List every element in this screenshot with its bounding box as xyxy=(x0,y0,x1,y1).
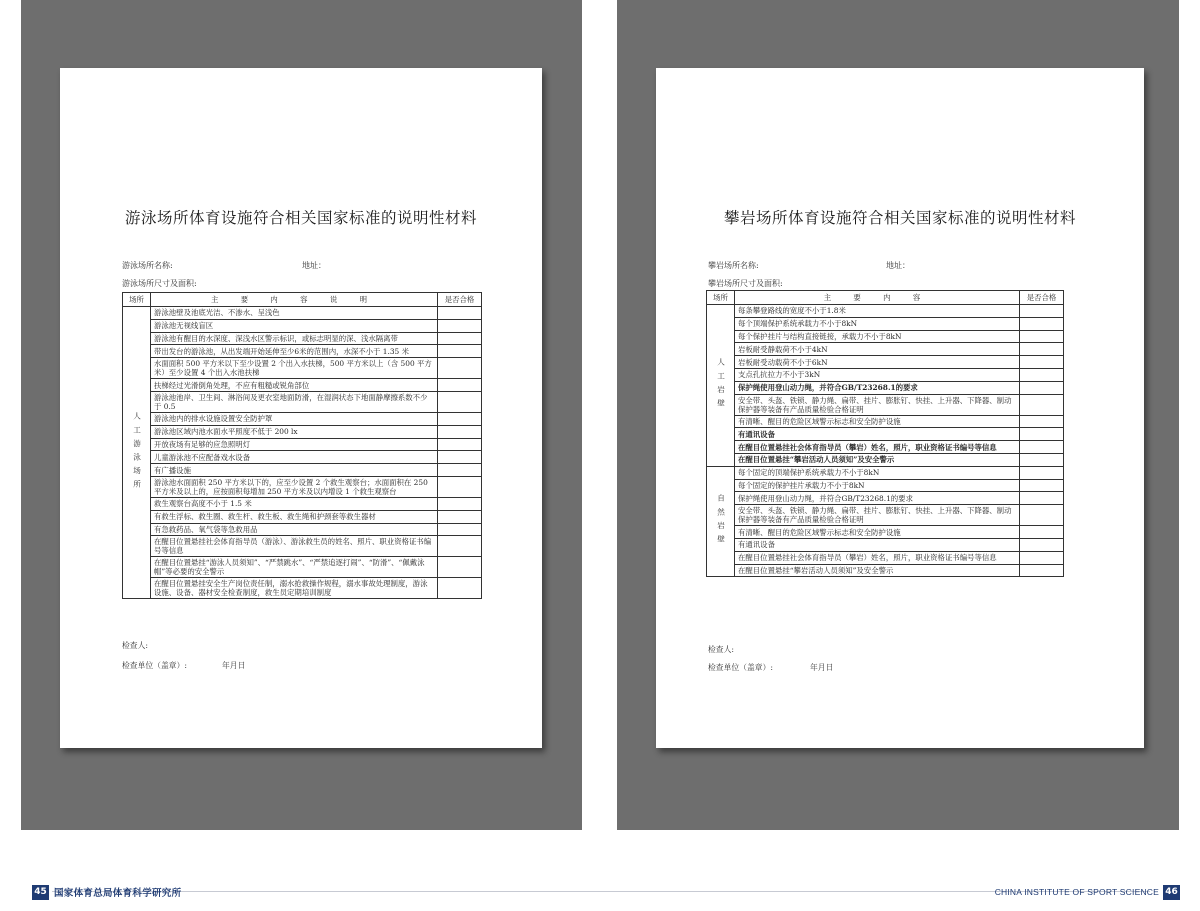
requirement-cell: 扶梯经过光滑倒角处理，不应有粗糙或锐角部位 xyxy=(151,379,438,392)
table-row xyxy=(707,538,1064,551)
venue-type-cell: 自然岩壁 xyxy=(707,466,735,577)
pass-cell[interactable] xyxy=(438,319,482,332)
requirement-cell: 游泳池内的排水设施设置安全防护罩 xyxy=(151,412,438,425)
table-row xyxy=(123,412,482,425)
pass-cell[interactable] xyxy=(1020,343,1064,356)
requirement-cell: 游泳池水面面积 250 平方米以下的，应至少设置 2 个救生观察台；水面面积在 250 平方米及以上的，应按面积每增加 250 平方米及以内增设 1 个救生观察台 xyxy=(151,476,438,497)
pass-cell[interactable] xyxy=(1020,381,1064,394)
requirement-cell: 在醒目位置悬挂安全生产岗位责任制，溺水抢救操作规程，溺水事故处理制度，游泳设施、设备、器材安全检查制度，救生员定期培训制度 xyxy=(151,578,438,599)
table-row xyxy=(707,466,1064,479)
table-row xyxy=(707,564,1064,577)
address-label: 地址： xyxy=(886,261,910,270)
requirement-cell: 岩板耐受动载荷不小于6kN xyxy=(735,356,1020,369)
size-label: 游泳场所尺寸及面积: xyxy=(122,279,197,288)
requirement-cell: 每个固定的顶端保护系统承载力不小于8kN xyxy=(735,466,1020,479)
inspector-label: 检查人: xyxy=(122,641,149,650)
institute-name-cn: 国家体育总局体育科学研究所 xyxy=(54,888,182,899)
table-row xyxy=(707,305,1064,318)
pass-cell[interactable] xyxy=(1020,428,1064,441)
venue-type-cell: 人工游泳场所 xyxy=(123,307,151,599)
swimming-table-body xyxy=(123,307,482,599)
table-row xyxy=(707,492,1064,505)
pass-cell[interactable] xyxy=(1020,368,1064,381)
requirement-cell: 在醒目位置悬挂“攀岩活动人员须知”及安全警示 xyxy=(735,453,1020,466)
requirement-cell: 游泳池池岸、卫生间、淋浴间及更衣室地面防滑，在湿润状态下地面静摩擦系数不少于 0.5 xyxy=(151,391,438,412)
header-pass: 是否合格 xyxy=(438,293,482,307)
pass-cell[interactable] xyxy=(438,476,482,497)
requirement-cell: 有广播设施 xyxy=(151,464,438,477)
table-row xyxy=(123,438,482,451)
climbing-form-sheet xyxy=(656,68,1144,748)
swimming-inspection-table xyxy=(122,292,482,599)
venue-name-label: 攀岩场所名称: xyxy=(708,261,759,270)
table-row xyxy=(707,356,1064,369)
requirement-cell: 有急救药品、氧气袋等急救用品 xyxy=(151,523,438,536)
header-content: 主 要 内 容 xyxy=(735,291,1020,305)
table-row xyxy=(123,319,482,332)
table-row xyxy=(707,479,1064,492)
table-row xyxy=(707,394,1064,415)
inspection-unit-label: 检查单位（盖章）: xyxy=(708,663,774,672)
inspection-unit-label: 检查单位（盖章）: xyxy=(122,661,188,670)
table-row xyxy=(707,330,1064,343)
table-row xyxy=(707,368,1064,381)
table-row xyxy=(123,557,482,578)
table-row xyxy=(123,464,482,477)
requirement-cell: 每个固定的保护挂片承载力不小于8kN xyxy=(735,479,1020,492)
page-number-left: 45 xyxy=(32,885,49,900)
pass-cell[interactable] xyxy=(438,379,482,392)
requirement-cell: 安全带、头盔、铁锁、静力绳、扁带、挂片、膨胀钉、快挂、上升器、下降器、制动保护器等装备有产品质量检验合格证明 xyxy=(735,394,1020,415)
footer-left xyxy=(32,884,181,900)
table-row xyxy=(707,343,1064,356)
pass-cell[interactable] xyxy=(1020,356,1064,369)
table-row xyxy=(123,578,482,599)
pass-cell[interactable] xyxy=(1020,551,1064,564)
pass-cell[interactable] xyxy=(438,425,482,438)
header-pass: 是否合格 xyxy=(1020,291,1064,305)
table-row xyxy=(707,551,1064,564)
swimming-form-sheet xyxy=(60,68,542,748)
pass-cell[interactable] xyxy=(1020,305,1064,318)
pass-cell[interactable] xyxy=(438,412,482,425)
requirement-cell: 每个保护挂片与结构直接链接，承载力不小于8kN xyxy=(735,330,1020,343)
climbing-table-body xyxy=(707,305,1064,577)
pass-cell[interactable] xyxy=(438,510,482,523)
requirement-cell: 游泳池有醒目的水深度、深浅水区警示标识，或标志明显的深、浅水隔离带 xyxy=(151,332,438,345)
table-row xyxy=(123,476,482,497)
pass-cell[interactable] xyxy=(1020,415,1064,428)
requirement-cell: 保护绳使用登山动力绳，并符合GB/T23268.1的要求 xyxy=(735,381,1020,394)
requirement-cell: 安全带、头盔、铁锁、静力绳、扁带、挂片、膨胀钉、快挂、上升器、下降器、制动保护器等装备有产品质量检验合格证明 xyxy=(735,505,1020,526)
table-row xyxy=(707,415,1064,428)
pass-cell[interactable] xyxy=(438,391,482,412)
requirement-cell: 有清晰、醒目的危险区域警示标志和安全防护设施 xyxy=(735,526,1020,539)
requirement-cell: 带出发台的游泳池，从出发端开始延伸至少6米的范围内，水深不小于 1.35 米 xyxy=(151,345,438,358)
table-row xyxy=(123,497,482,510)
requirement-cell: 游泳池壁及池底光洁、不渗水、呈浅色 xyxy=(151,307,438,320)
requirement-cell: 每个顶端保护系统承载力不小于8kN xyxy=(735,317,1020,330)
pass-cell[interactable] xyxy=(438,557,482,578)
requirement-cell: 每条攀登路线的宽度不小于1.8米 xyxy=(735,305,1020,318)
requirement-cell: 在醒目位置悬挂“攀岩活动人员须知”及安全警示 xyxy=(735,564,1020,577)
table-row xyxy=(707,526,1064,539)
page-title: 游泳场所体育设施符合相关国家标准的说明性材料 xyxy=(124,209,477,227)
pass-cell[interactable] xyxy=(1020,317,1064,330)
page-number-right: 46 xyxy=(1163,885,1180,900)
address-label: 地址： xyxy=(302,261,326,270)
requirement-cell: 有通讯设备 xyxy=(735,538,1020,551)
pass-cell[interactable] xyxy=(1020,505,1064,526)
footer-rule xyxy=(52,891,1150,892)
inspector-label: 检查人: xyxy=(708,645,735,654)
table-row xyxy=(707,428,1064,441)
requirement-cell: 救生观察台高度不小于 1.5 米 xyxy=(151,497,438,510)
header-venue: 场所 xyxy=(707,291,735,305)
requirement-cell: 有救生浮标、救生圈、救生杆、救生板、救生绳和护颈套等救生器材 xyxy=(151,510,438,523)
pass-cell[interactable] xyxy=(438,451,482,464)
date-label: 年月日 xyxy=(222,661,246,670)
pass-cell[interactable] xyxy=(438,438,482,451)
pass-cell[interactable] xyxy=(438,332,482,345)
pass-cell[interactable] xyxy=(1020,394,1064,415)
table-row xyxy=(123,379,482,392)
pass-cell[interactable] xyxy=(438,536,482,557)
header-content: 主 要 内 容 说 明 xyxy=(151,293,438,307)
pass-cell[interactable] xyxy=(1020,526,1064,539)
size-label: 攀岩场所尺寸及面积: xyxy=(708,279,783,288)
requirement-cell: 开放夜场有足够的应急照明灯 xyxy=(151,438,438,451)
requirement-cell: 在醒目位置悬挂社会体育指导员（游泳）、游泳救生员的姓名、照片、职业资格证书编号等信息 xyxy=(151,536,438,557)
header-venue: 场所 xyxy=(123,293,151,307)
table-row xyxy=(123,345,482,358)
table-row xyxy=(123,332,482,345)
venue-type-cell: 人工岩壁 xyxy=(707,305,735,467)
pass-cell[interactable] xyxy=(1020,453,1064,466)
pass-cell[interactable] xyxy=(1020,479,1064,492)
table-row xyxy=(123,391,482,412)
date-label: 年月日 xyxy=(810,663,834,672)
table-row xyxy=(123,536,482,557)
table-row xyxy=(123,510,482,523)
table-row xyxy=(123,451,482,464)
pass-cell[interactable] xyxy=(438,523,482,536)
requirement-cell: 有清晰、醒目的危险区域警示标志和安全防护设施 xyxy=(735,415,1020,428)
climbing-inspection-table xyxy=(706,290,1064,577)
requirement-cell: 游泳池区域内池水面水平照度不低于 200 lx xyxy=(151,425,438,438)
table-row xyxy=(707,381,1064,394)
footer-right xyxy=(995,884,1180,900)
pass-cell[interactable] xyxy=(438,464,482,477)
requirement-cell: 岩板耐受静载荷不小于4kN xyxy=(735,343,1020,356)
pass-cell[interactable] xyxy=(1020,492,1064,505)
pass-cell[interactable] xyxy=(438,358,482,379)
table-row xyxy=(123,307,482,320)
venue-name-label: 游泳场所名称: xyxy=(122,261,173,270)
table-row xyxy=(707,505,1064,526)
table-row xyxy=(123,425,482,438)
table-row xyxy=(123,523,482,536)
pass-cell[interactable] xyxy=(438,307,482,320)
table-row xyxy=(707,441,1064,454)
requirement-cell: 在醒目位置悬挂社会体育指导员（攀岩）姓名，照片，职业资格证书编号等信息 xyxy=(735,441,1020,454)
pass-cell[interactable] xyxy=(438,497,482,510)
pass-cell[interactable] xyxy=(1020,538,1064,551)
page-title: 攀岩场所体育设施符合相关国家标准的说明性材料 xyxy=(723,209,1076,227)
pass-cell[interactable] xyxy=(438,345,482,358)
pass-cell[interactable] xyxy=(1020,330,1064,343)
requirement-cell: 水面面积 500 平方米以下至少设置 2 个出入水扶梯，500 平方米以上（含 500 平方米）至少设置 4 个出入水池扶梯 xyxy=(151,358,438,379)
requirement-cell: 儿童游泳池不应配备戏水设备 xyxy=(151,451,438,464)
requirement-cell: 保护绳使用登山动力绳，并符合GB/T23268.1的要求 xyxy=(735,492,1020,505)
institute-name-en: CHINA INSTITUTE OF SPORT SCIENCE xyxy=(994,887,1159,897)
requirement-cell: 支点孔抗拉力不小于3kN xyxy=(735,368,1020,381)
pass-cell[interactable] xyxy=(438,578,482,599)
requirement-cell: 有通讯设备 xyxy=(735,428,1020,441)
pass-cell[interactable] xyxy=(1020,564,1064,577)
pass-cell[interactable] xyxy=(1020,466,1064,479)
table-row xyxy=(123,358,482,379)
pass-cell[interactable] xyxy=(1020,441,1064,454)
requirement-cell: 游泳池无视线盲区 xyxy=(151,319,438,332)
table-row xyxy=(707,453,1064,466)
requirement-cell: 在醒目位置悬挂社会体育指导员（攀岩）姓名，照片，职业资格证书编号等信息 xyxy=(735,551,1020,564)
requirement-cell: 在醒目位置悬挂“游泳人员须知”、“严禁跳水”、“严禁追逐打闹”、“防滑”、“佩戴泳帽”等必要的安全警示 xyxy=(151,557,438,578)
table-row xyxy=(707,317,1064,330)
